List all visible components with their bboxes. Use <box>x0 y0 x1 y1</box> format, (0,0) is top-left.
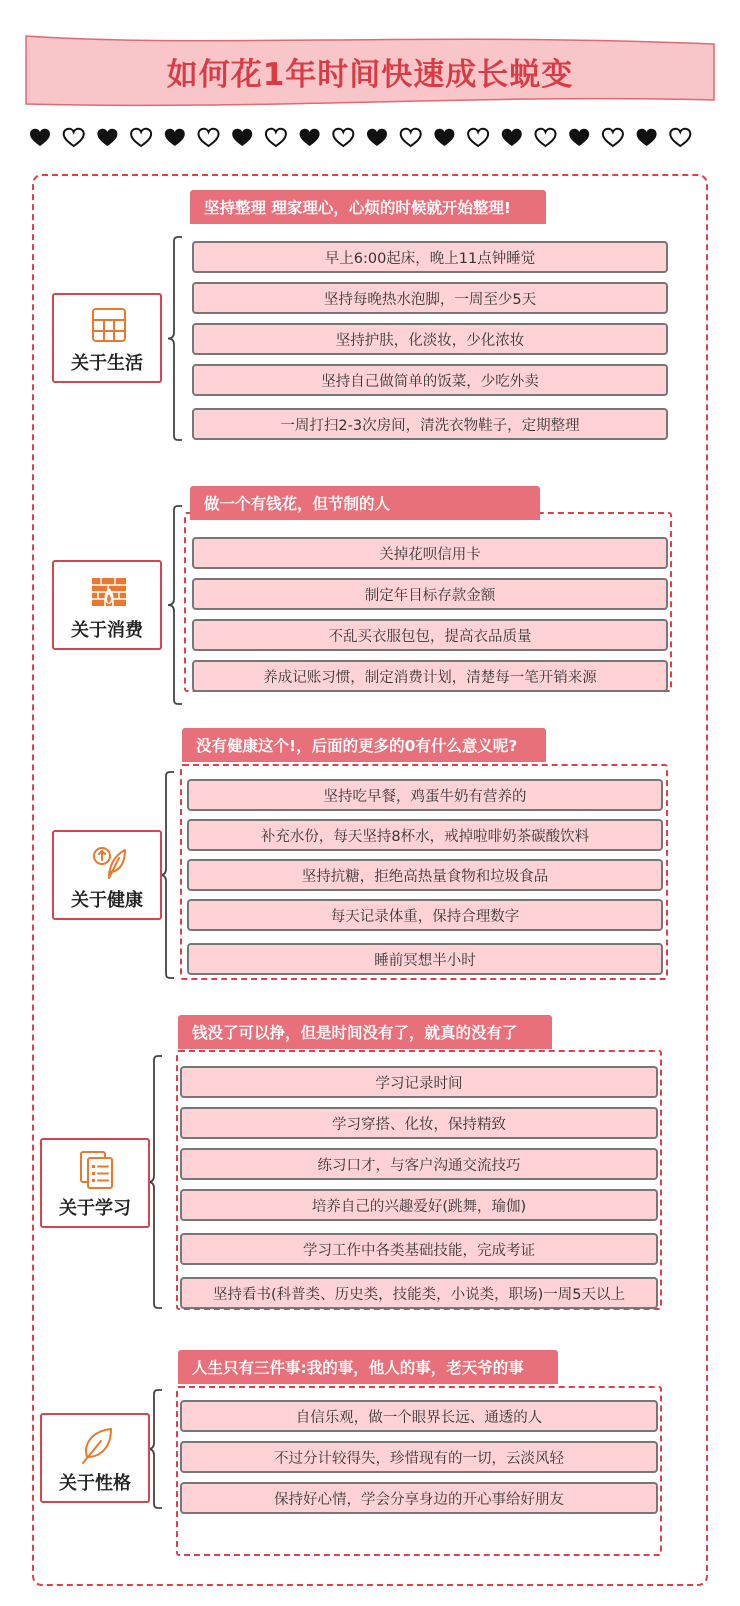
list-item: 睡前冥想半小时 <box>187 943 663 975</box>
outline-heart-icon <box>333 129 353 146</box>
list-item: 保持好心情，学会分享身边的开心事给好朋友 <box>180 1482 658 1514</box>
category-label: 关于健康 <box>71 890 143 911</box>
filled-heart-icon <box>300 129 320 146</box>
list-item: 一周打扫2-3次房间，清洗衣物鞋子，定期整理 <box>192 408 668 440</box>
list-item: 学习记录时间 <box>180 1066 658 1098</box>
list-item: 坚持每晚热水泡脚，一周至少5天 <box>192 282 668 314</box>
category-label: 关于性格 <box>59 1473 131 1494</box>
list-item: 坚持吃早餐，鸡蛋牛奶有营养的 <box>187 779 663 811</box>
list-item: 练习口才，与客户沟通交流技巧 <box>180 1148 658 1180</box>
section-header: 人生只有三件事:我的事，他人的事，老天爷的事 <box>178 1350 558 1384</box>
filled-heart-icon <box>367 129 387 146</box>
filled-heart-icon <box>502 129 522 146</box>
leaf-icon <box>77 1425 117 1465</box>
page-title: 如何花1年时间快速成长蜕变 <box>166 56 574 93</box>
list-item: 不乱买衣服包包，提高衣品质量 <box>192 619 668 651</box>
list-item: 补充水份，每天坚持8杯水，戒掉啦啡奶茶碳酸饮料 <box>187 819 663 851</box>
category-label: 关于学习 <box>59 1198 131 1219</box>
curly-brace <box>160 504 190 706</box>
category-box <box>52 293 162 383</box>
list-item: 坚持抗糖，拒绝高热量食物和垃圾食品 <box>187 859 663 891</box>
list-item: 坚持自己做简单的饭菜，少吃外卖 <box>192 364 668 396</box>
title-banner <box>24 34 716 108</box>
list-item: 坚持看书(科普类、历史类，技能类，小说类，职场)一周5天以上 <box>180 1277 658 1309</box>
firewall-icon <box>89 572 129 612</box>
curly-brace <box>160 235 190 442</box>
filled-heart-icon <box>637 129 657 146</box>
list-item: 不过分计较得失，珍惜现有的一切，云淡风轻 <box>180 1441 658 1473</box>
list-item: 早上6:00起床，晚上11点钟睡觉 <box>192 241 668 273</box>
list-item: 每天记录体重，保持合理数字 <box>187 899 663 931</box>
list-item: 学习穿搭、化妆，保持精致 <box>180 1107 658 1139</box>
category-label: 关于消费 <box>71 620 143 641</box>
document-list-icon <box>77 1150 117 1190</box>
section-header: 做一个有钱花，但节制的人 <box>190 486 540 520</box>
filled-heart-icon <box>97 129 117 146</box>
outline-heart-icon <box>401 129 421 146</box>
list-item: 坚持护肤，化淡妆，少化浓妆 <box>192 323 668 355</box>
outline-heart-icon <box>670 129 690 146</box>
heart-divider <box>26 124 716 150</box>
plant-growth-icon <box>89 842 129 882</box>
filled-heart-icon <box>232 129 252 146</box>
category-box <box>40 1138 150 1228</box>
grid-icon <box>89 305 129 345</box>
outline-heart-icon <box>131 129 151 146</box>
list-item: 培养自己的兴趣爱好(跳舞，瑜伽) <box>180 1189 658 1221</box>
list-item: 学习工作中各类基础技能，完成考证 <box>180 1233 658 1265</box>
filled-heart-icon <box>434 129 454 146</box>
outline-heart-icon <box>266 129 286 146</box>
outline-heart-icon <box>64 129 84 146</box>
category-box <box>40 1413 150 1503</box>
category-box <box>52 830 162 920</box>
list-item: 关掉花呗信用卡 <box>192 537 668 569</box>
outline-heart-icon <box>603 129 623 146</box>
list-item: 自信乐观，做一个眼界长远、通透的人 <box>180 1400 658 1432</box>
section-header: 钱没了可以挣，但是时间没有了，就真的没有了 <box>178 1015 552 1049</box>
outline-heart-icon <box>536 129 556 146</box>
filled-heart-icon <box>165 129 185 146</box>
category-label: 关于生活 <box>71 353 143 374</box>
list-item: 养成记账习惯，制定消费计划，清楚每一笔开销来源 <box>192 660 668 692</box>
section-header: 坚持整理 理家理心，心烦的时候就开始整理! <box>190 190 546 224</box>
filled-heart-icon <box>30 129 50 146</box>
outline-heart-icon <box>199 129 219 146</box>
category-box <box>52 560 162 650</box>
outline-heart-icon <box>468 129 488 146</box>
section-header: 没有健康这个!，后面的更多的0有什么意义呢? <box>182 728 546 762</box>
list-item: 制定年目标存款金额 <box>192 578 668 610</box>
filled-heart-icon <box>569 129 589 146</box>
